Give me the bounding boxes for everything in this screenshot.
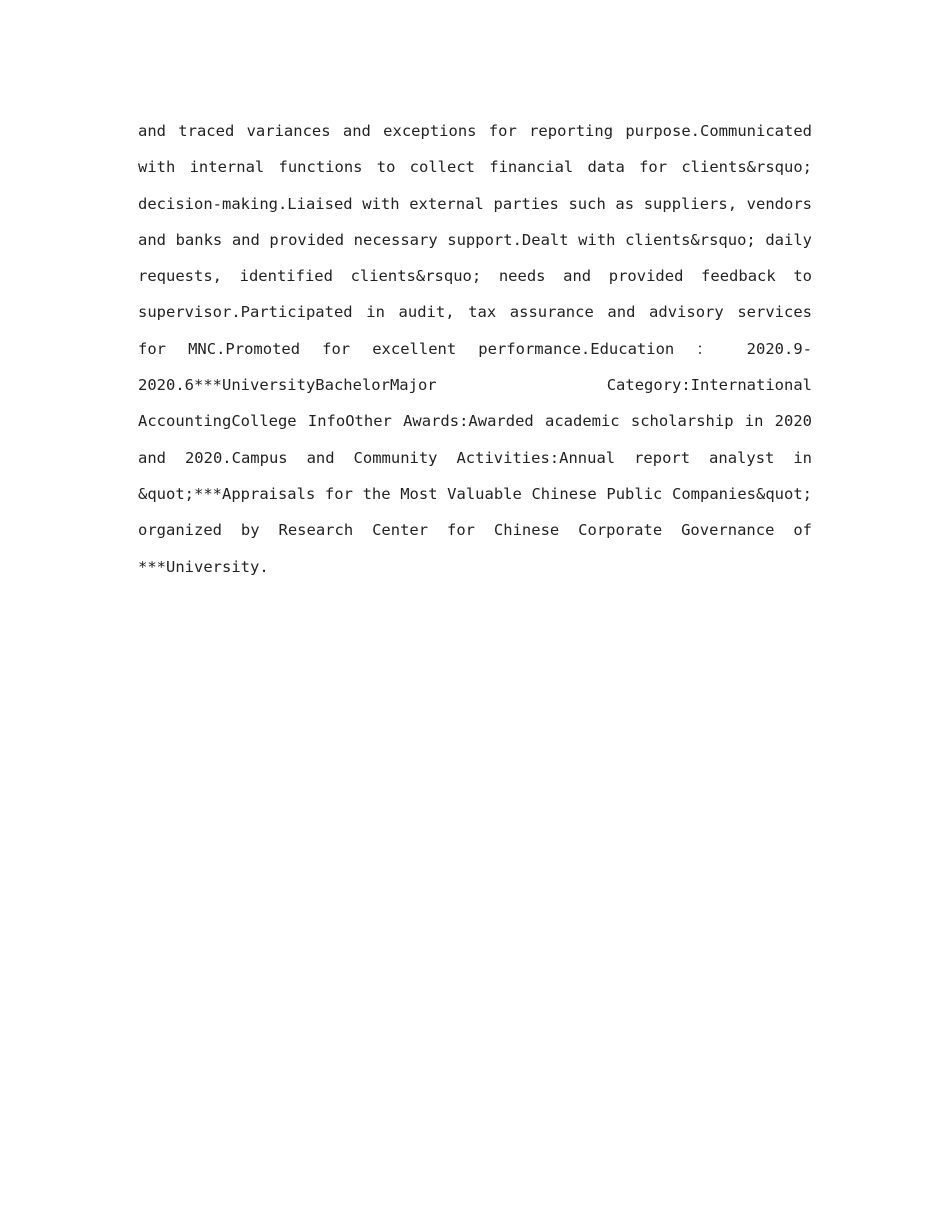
body-paragraph: and traced variances and exceptions for reporting purpose.Communicated with internal functions to collect financial data for clients&rsquo; decision-making.Liaised with external parties such as suppliers, vendors and banks and provided necessary support.Dealt with clients&rsquo; daily requests, identified clients&rsquo; needs and provided feedback to supervisor.Participated in audit, tax assurance and advisory services for MNC.Promoted for excellent performance.Education ： 2020.9-2020.6***UniversityBachelorMajor Category:International AccountingCollege InfoOther Awards:Awarded academic scholarship in 2020 and 2020.Campus and Community Activities:Annual report analyst in &quot;***Appraisals for the Most Valuable Chinese Public Companies&quot; organized by Research Center for Chinese Corporate Governance of ***University. [138, 122, 812, 576]
